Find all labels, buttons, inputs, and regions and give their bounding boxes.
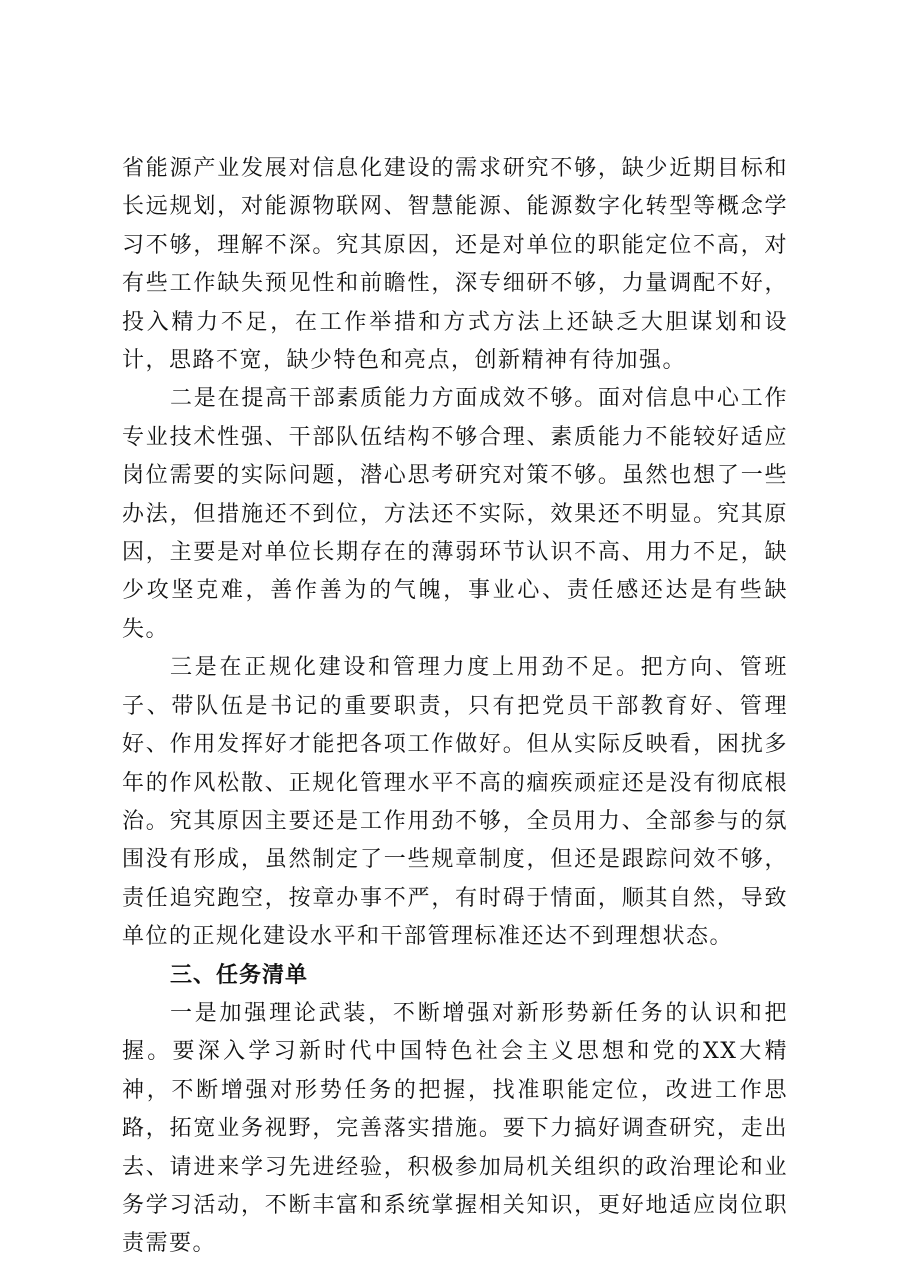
paragraph-standardization: 三是在正规化建设和管理力度上用劲不足。把方向、管班子、带队伍是书记的重要职责，只有把党员干部教育好、管理好、作用发挥好才能把各项工作做好。但从实际反映看，困扰多年的作风松散、正规化管理水平不高的痼疾顽症还是没有彻底根治。究其原因主要还是工作用劲不够，全员用力、全部参与的氛围没有形成，虽然制定了一些规章制度，但还是跟踪问效不够，责任追究跑空，按章办事不严，有时碍于情面，顺其自然，导致单位的正规化建设水平和干部管理标准还达不到理想状态。 — [122, 655, 788, 950]
paragraph-continued: 省能源产业发展对信息化建设的需求研究不够，缺少近期目标和长远规划，对能源物联网、智慧能源、能源数字化转型等概念学习不够，理解不深。究其原因，还是对单位的职能定位不高，对有些工作缺失预见性和前瞻性，深专细研不够，力量调配不好，投入精力不足，在工作举措和方式方法上还缺乏大胆谋划和设计，思路不宽，缺少特色和亮点，创新精神有待加强。 — [122, 156, 788, 374]
paragraph-cadre-ability: 二是在提高干部素质能力方面成效不够。面对信息中心工作专业技术性强、干部队伍结构不够合理、素质能力不能较好适应岗位需要的实际问题，潜心思考研究对策不够。虽然也想了一些办法，但措施还不到位，方法还不实际，效果还不明显。究其原因，主要是对单位长期存在的薄弱环节认识不高、用力不足，缺少攻坚克难，善作善为的气魄，事业心、责任感还达是有些缺失。 — [122, 386, 788, 642]
section-heading-task-list: 三、任务清单 — [170, 962, 309, 988]
document-body — [122, 150, 788, 1264]
paragraph-theory-study: 一是加强理论武装，不断增强对新形势新任务的认识和把握。要深入学习新时代中国特色社会主义思想和党的XX大精神，不断增强对形势任务的把握，找准职能定位，改进工作思路，拓宽业务视野，完善落实措施。要下力搞好调查研究，走出去、请进来学习先进经验，积极参加局机关组织的政治理论和业务学习活动，不断丰富和系统掌握相关知识，更好地适应岗位职责需要。 — [122, 1000, 788, 1257]
